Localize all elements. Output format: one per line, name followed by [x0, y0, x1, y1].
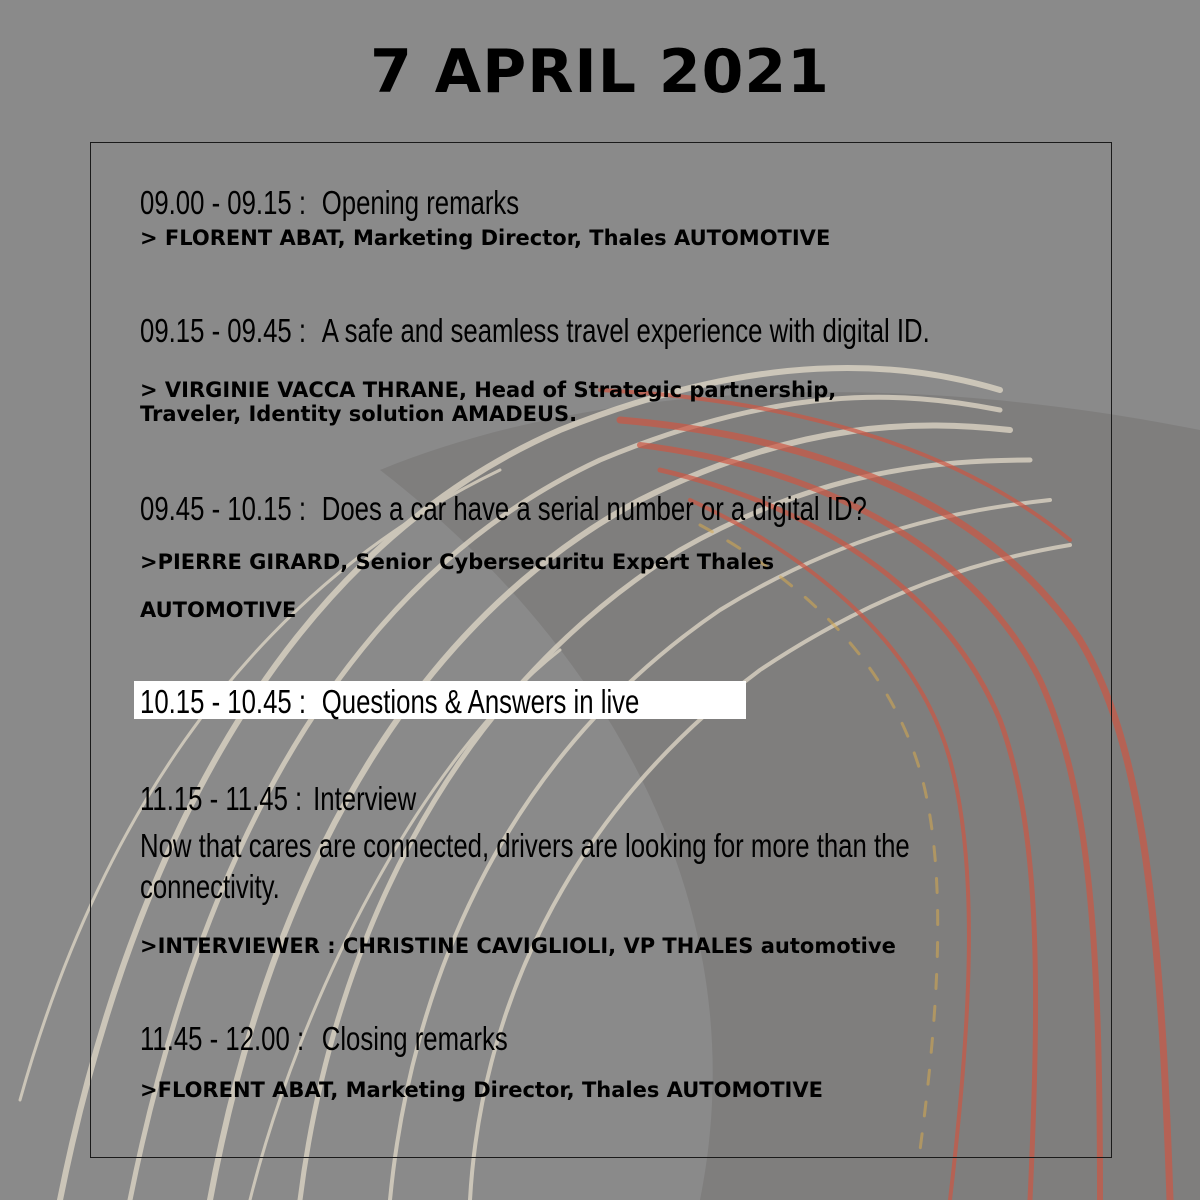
session-time: 09.00 - 09.15 :	[140, 184, 307, 221]
agenda-frame	[90, 142, 1112, 1158]
session-title: A safe and seamless travel experience with digital ID.	[321, 312, 930, 349]
session-speaker: >PIERRE GIRARD, Senior Cybersecuritu Expert Thales	[140, 550, 775, 574]
session-interview-row	[140, 778, 416, 820]
session-digital-id-travel-row	[140, 310, 930, 352]
session-time: 09.15 - 09.45 :	[140, 312, 307, 349]
session-speaker: > FLORENT ABAT, Marketing Director, Thales AUTOMOTIVE	[140, 226, 831, 250]
session-time: 09.45 - 10.15 :	[140, 490, 307, 527]
session-opening-row	[140, 182, 519, 224]
session-description-continued: connectivity.	[140, 868, 280, 905]
session-title: Questions & Answers in live	[321, 683, 640, 720]
session-time: 11.45 - 12.00 :	[140, 1020, 305, 1057]
session-description: Now that cares are connected, drivers are looking for more than the	[140, 827, 910, 864]
session-title: Opening remarks	[321, 184, 520, 221]
session-title: Interview	[313, 780, 417, 817]
session-closing-row	[140, 1018, 508, 1060]
session-speaker: >INTERVIEWER : CHRISTINE CAVIGLIOLI, VP THALES automotive	[140, 934, 896, 958]
session-speaker: >FLORENT ABAT, Marketing Director, Thales AUTOMOTIVE	[140, 1078, 823, 1102]
session-speaker-continued: Traveler, Identity solution AMADEUS.	[140, 402, 578, 426]
session-car-serial-row	[140, 488, 867, 530]
session-speaker: > VIRGINIE VACCA THRANE, Head of Strategic partnership,	[140, 378, 837, 402]
session-title: Does a car have a serial number or a digital ID?	[321, 490, 867, 527]
session-qa-row	[140, 681, 639, 723]
session-time: 10.15 - 10.45 :	[140, 683, 307, 720]
page-title: 7 APRIL 2021	[370, 37, 830, 107]
session-speaker-continued: AUTOMOTIVE	[140, 598, 297, 622]
session-time: 11.15 - 11.45 :	[140, 780, 303, 817]
session-title: Closing remarks	[321, 1020, 508, 1057]
